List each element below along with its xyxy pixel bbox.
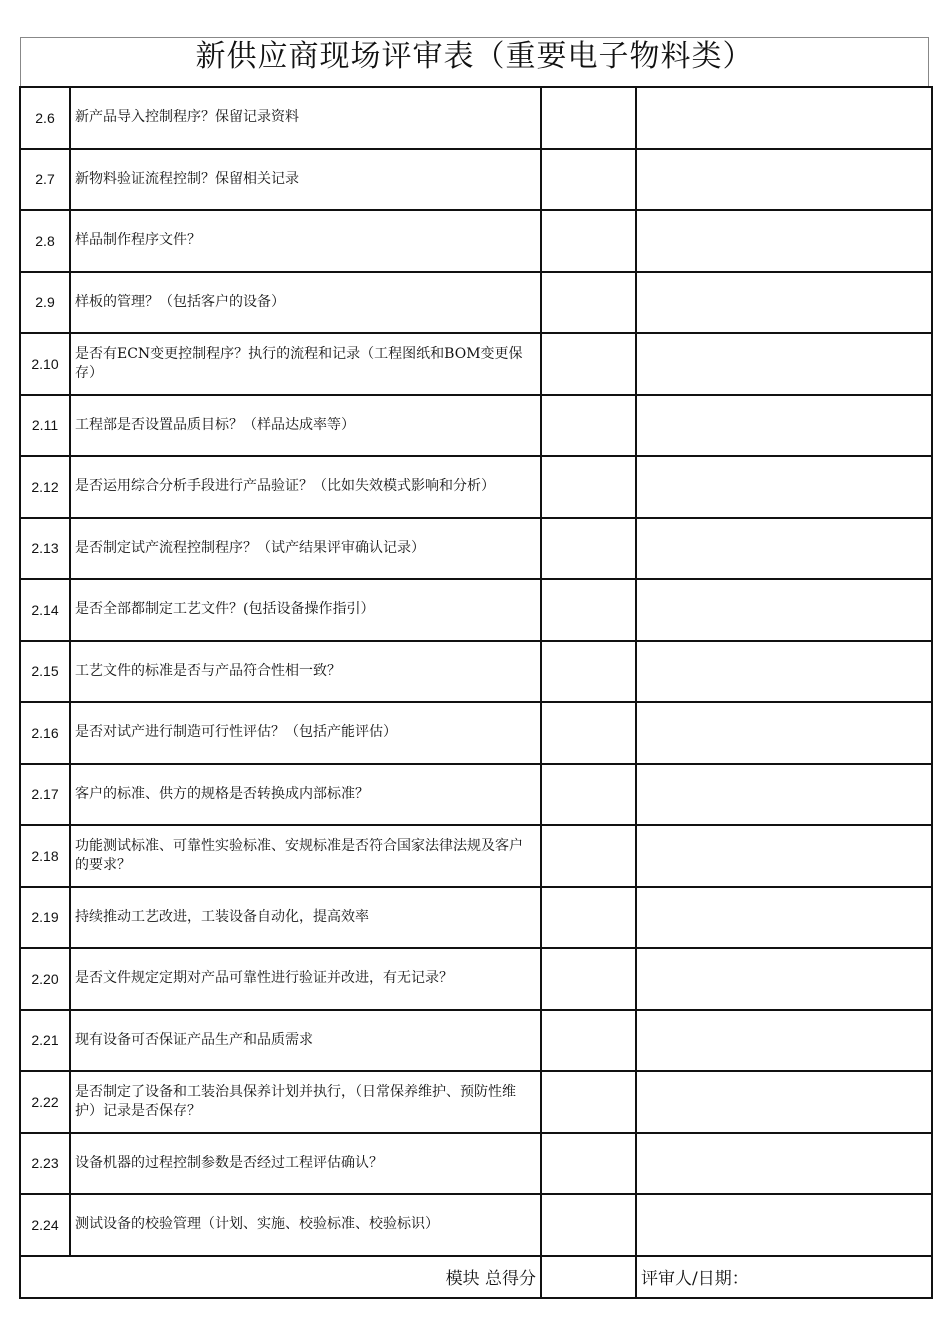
remarks-cell[interactable] [636, 1194, 932, 1256]
remarks-cell[interactable] [636, 1010, 932, 1072]
item-description: 样品制作程序文件？ [70, 210, 541, 272]
table-row [20, 887, 932, 949]
item-number: 2.24 [20, 1194, 70, 1256]
item-description: 新产品导入控制程序？保留记录资料 [70, 87, 541, 149]
remarks-cell[interactable] [636, 149, 932, 211]
table-row [20, 641, 932, 703]
remarks-cell[interactable] [636, 702, 932, 764]
table-row [20, 149, 932, 211]
item-number: 2.20 [20, 948, 70, 1010]
table-row [20, 702, 932, 764]
table-row [20, 825, 932, 887]
table-row [20, 210, 932, 272]
item-number: 2.21 [20, 1010, 70, 1072]
remarks-cell[interactable] [636, 1071, 932, 1133]
remarks-cell[interactable] [636, 395, 932, 457]
table-row [20, 1071, 932, 1133]
item-description: 是否全部都制定工艺文件？(包括设备操作指引） [70, 579, 541, 641]
score-cell[interactable] [541, 395, 636, 457]
score-cell[interactable] [541, 272, 636, 334]
item-number: 2.11 [20, 395, 70, 457]
table-row [20, 87, 932, 149]
score-cell[interactable] [541, 1194, 636, 1256]
item-description: 是否对试产进行制造可行性评估？（包括产能评估） [70, 702, 541, 764]
remarks-cell[interactable] [636, 87, 932, 149]
item-number: 2.7 [20, 149, 70, 211]
remarks-cell[interactable] [636, 1133, 932, 1195]
score-cell[interactable] [541, 149, 636, 211]
score-cell[interactable] [541, 702, 636, 764]
item-number: 2.6 [20, 87, 70, 149]
item-number: 2.17 [20, 764, 70, 826]
score-cell[interactable] [541, 579, 636, 641]
item-description: 设备机器的过程控制参数是否经过工程评估确认？ [70, 1133, 541, 1195]
table-row [20, 272, 932, 334]
item-number: 2.13 [20, 518, 70, 580]
item-description: 工艺文件的标准是否与产品符合性相一致？ [70, 641, 541, 703]
item-number: 2.12 [20, 456, 70, 518]
item-number: 2.22 [20, 1071, 70, 1133]
item-number: 2.10 [20, 333, 70, 395]
item-description: 是否制定试产流程控制程序？（试产结果评审确认记录） [70, 518, 541, 580]
remarks-cell[interactable] [636, 333, 932, 395]
table-row [20, 764, 932, 826]
item-number: 2.14 [20, 579, 70, 641]
remarks-cell[interactable] [636, 825, 932, 887]
table-row [20, 333, 932, 395]
score-cell[interactable] [541, 456, 636, 518]
item-number: 2.16 [20, 702, 70, 764]
item-description: 是否文件规定定期对产品可靠性进行验证并改进，有无记录？ [70, 948, 541, 1010]
table-row [20, 1133, 932, 1195]
item-description: 新物料验证流程控制？保留相关记录 [70, 149, 541, 211]
remarks-cell[interactable] [636, 272, 932, 334]
reviewer-date-label: 评审人/日期： [636, 1256, 932, 1298]
footer-row [20, 1256, 932, 1298]
total-score-label: 模块 总得分 [20, 1256, 541, 1298]
table-row [20, 1194, 932, 1256]
item-description: 工程部是否设置品质目标？（样品达成率等） [70, 395, 541, 457]
remarks-cell[interactable] [636, 210, 932, 272]
item-number: 2.19 [20, 887, 70, 949]
table-row [20, 395, 932, 457]
remarks-cell[interactable] [636, 948, 932, 1010]
score-cell[interactable] [541, 948, 636, 1010]
item-description: 现有设备可否保证产品生产和品质需求 [70, 1010, 541, 1072]
remarks-cell[interactable] [636, 456, 932, 518]
item-number: 2.9 [20, 272, 70, 334]
remarks-cell[interactable] [636, 887, 932, 949]
score-cell[interactable] [541, 641, 636, 703]
score-cell[interactable] [541, 518, 636, 580]
item-description: 测试设备的校验管理（计划、实施、校验标准、校验标识） [70, 1194, 541, 1256]
score-cell[interactable] [541, 87, 636, 149]
item-description: 客户的标准、供方的规格是否转换成内部标准？ [70, 764, 541, 826]
remarks-cell[interactable] [636, 641, 932, 703]
item-description: 功能测试标准、可靠性实验标准、安规标准是否符合国家法律法规及客户的要求？ [70, 825, 541, 887]
item-number: 2.23 [20, 1133, 70, 1195]
score-cell[interactable] [541, 210, 636, 272]
review-table [19, 86, 933, 1299]
remarks-cell[interactable] [636, 764, 932, 826]
score-cell[interactable] [541, 1010, 636, 1072]
table-body [20, 87, 932, 1298]
score-cell[interactable] [541, 1071, 636, 1133]
score-cell[interactable] [541, 1133, 636, 1195]
remarks-cell[interactable] [636, 579, 932, 641]
table-row [20, 518, 932, 580]
item-description: 样板的管理？（包括客户的设备） [70, 272, 541, 334]
remarks-cell[interactable] [636, 518, 932, 580]
item-description: 持续推动工艺改进，工装设备自动化，提高效率 [70, 887, 541, 949]
item-description: 是否有ECN变更控制程序？执行的流程和记录（工程图纸和BOM变更保存） [70, 333, 541, 395]
table-row [20, 579, 932, 641]
table-row [20, 948, 932, 1010]
item-description: 是否运用综合分析手段进行产品验证？（比如失效模式影响和分析） [70, 456, 541, 518]
score-cell[interactable] [541, 825, 636, 887]
item-number: 2.18 [20, 825, 70, 887]
item-description: 是否制定了设备和工装治具保养计划并执行，（日常保养维护、预防性维护）记录是否保存？ [70, 1071, 541, 1133]
item-number: 2.8 [20, 210, 70, 272]
total-score-cell[interactable] [541, 1256, 636, 1298]
item-number: 2.15 [20, 641, 70, 703]
score-cell[interactable] [541, 764, 636, 826]
table-row [20, 456, 932, 518]
page-title: 新供应商现场评审表（重要电子物料类） [20, 37, 929, 86]
score-cell[interactable] [541, 887, 636, 949]
table-row [20, 1010, 932, 1072]
score-cell[interactable] [541, 333, 636, 395]
